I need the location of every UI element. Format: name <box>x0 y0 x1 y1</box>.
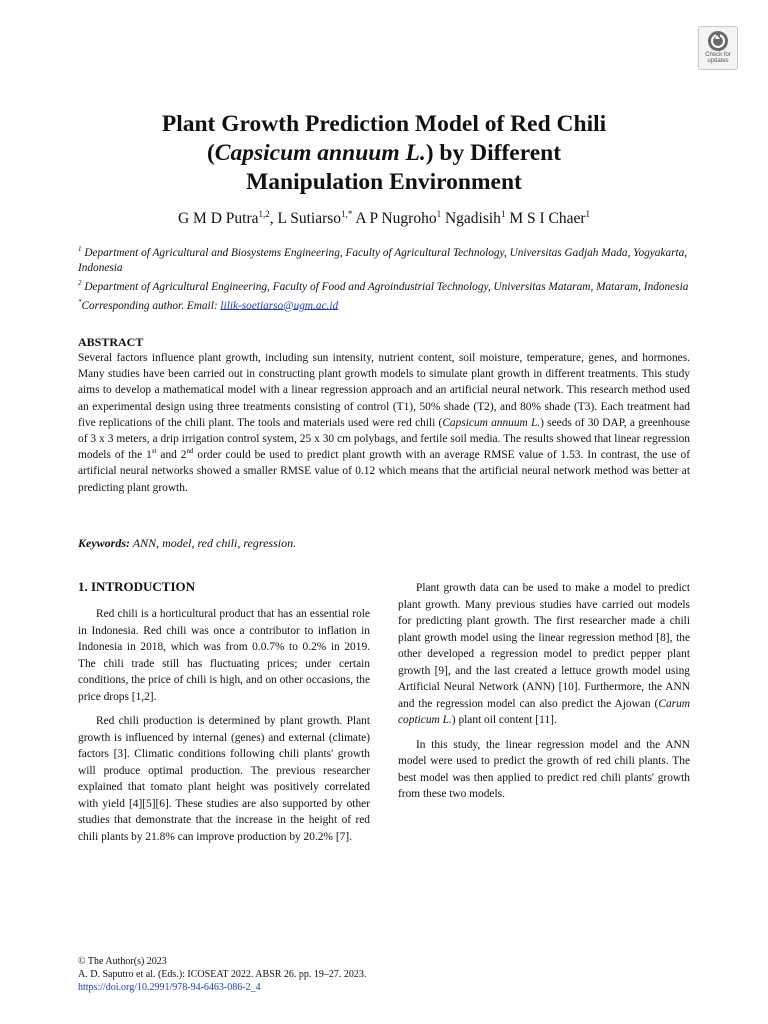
section-heading-introduction: 1. INTRODUCTION <box>78 579 196 594</box>
abstract-part4: order could be used to predict plant growth with an average RMSE value of 1.53. In contrast, the use of artificial neural networks showed a smaller RMSE value of 0.12 which means that the artificial neural network method was better at predicting plant growth. <box>78 449 690 494</box>
author-affil: 1 <box>500 209 506 219</box>
title-line1: Plant Growth Prediction Model of Red Chili <box>161 111 607 137</box>
abstract-sup-nd: nd <box>186 447 194 456</box>
page-footer <box>78 955 578 994</box>
corresponding-email-link[interactable]: lilik-soetiarso@ugm.ac.id <box>220 299 339 312</box>
badge-label-line2: updates <box>707 58 729 64</box>
corresponding-mark: * <box>78 297 82 306</box>
abstract-sup-st: st <box>151 447 157 456</box>
abstract-species: Capsicum annuum L. <box>442 416 541 429</box>
author-affil: 1,* <box>341 209 353 219</box>
author-affil: 1,2 <box>258 209 270 219</box>
abstract-part2: ) seeds of 30 DAP, a greenhouse of 3 x 3 meters, a drip irrigation control system, 25 x 30 cm polybags, and fertile soil media. The results showed that linear regression models of the 1 <box>78 416 690 462</box>
affiliation-2-text: Department of Agricultural Engineering, Faculty of Food and Agroindustrial Technology, Universitas Mataram, Mataram, Indonesia <box>84 280 689 293</box>
author-affil: 1 <box>585 209 591 219</box>
author-sep: , <box>269 210 278 228</box>
keywords-text: ANN, model, red chili, regression. <box>130 536 297 550</box>
keywords <box>78 536 690 551</box>
intro-paragraph-3b: ) plant oil content [11]. <box>451 714 557 726</box>
author-name: G M D Putra <box>177 210 259 228</box>
affiliations <box>78 242 690 313</box>
intro-paragraph-3a: Plant growth data can be used to make a model to predict plant growth. Many previous studies have carried out models for predicting plant growth. The first researcher made a chili plant growth model using the linear regression method [8], the other developed a regression model to predict pepper plant growth [9], and the last created a lettuce growth model using Artificial Neural Network (ANN) [10]. Furthermore, the ANN and the regression model can also predict the Ajowan ( <box>398 582 690 710</box>
affiliation-1 <box>78 242 690 276</box>
left-column <box>78 578 370 853</box>
author-name: A P Nugroho <box>355 210 437 228</box>
affiliation-2-mark: 2 <box>78 278 82 287</box>
author-affil: 1 <box>436 209 442 219</box>
abstract-heading: ABSTRACT <box>78 335 144 349</box>
corresponding-label: Corresponding author. Email: <box>81 299 221 312</box>
abstract-part3: and 2 <box>156 449 187 462</box>
abstract-body <box>78 350 690 496</box>
paper-title <box>80 110 688 197</box>
keywords-label: Keywords: <box>78 536 130 550</box>
check-updates-icon <box>707 30 729 52</box>
affiliation-1-text: Department of Agricultural and Biosystems Engineering, Faculty of Agricultural Technology, Universitas Gadjah Mada, Yogyakarta, Indonesia <box>78 246 688 274</box>
intro-paragraph-1: Red chili is a horticultural product that has an essential role in Indonesia. Red chili was once a contributor to inflation in Indonesia in 2018, which was from 0.0.7% to 0.2% in 2019. The chili trade still has fluctuating prices; under certain conditions, the price of chili is high, and on other occasions, the price drops [1,2]. <box>78 608 370 703</box>
intro-paragraph-3 <box>398 580 690 729</box>
author-name: M S I Chaer <box>509 210 586 228</box>
intro-paragraph-2: Red chili production is determined by plant growth. Plant growth is influenced by internal (genes) and external (climate) factors [3]. Climatic conditions following chili plants' growth will produce optimal production. The previous researcher explained that tomato plant height was positively correlated with yield [4][5][6]. These studies are also supported by other studies that demonstrate that the increase in the height of red chili plants by 21.8% can improve production by 20.2% [7]. <box>78 715 370 843</box>
footer-copyright: © The Author(s) 2023 <box>78 956 167 967</box>
title-line3: Manipulation Environment <box>246 169 522 195</box>
check-for-updates-badge[interactable] <box>698 26 738 70</box>
affiliation-1-mark: 1 <box>78 245 82 253</box>
footer-doi-link[interactable]: https://doi.org/10.2991/978-94-6463-086-2_4 <box>78 982 261 993</box>
corresponding-author <box>78 295 690 314</box>
intro-paragraph-4: In this study, the linear regression model and the ANN model were used to predict the growth of red chili plants. The best model was then applied to predict red chili plants' growth from these two models. <box>398 738 690 800</box>
author-name: Ngadisih <box>444 210 501 228</box>
footer-citation: A. D. Saputro et al. (Eds.): ICOSEAT 2022. ABSR 26. pp. 19–27. 2023. <box>78 969 367 980</box>
author-list <box>80 204 688 229</box>
title-line2-open: ( <box>206 140 215 166</box>
right-column <box>398 580 690 811</box>
affiliation-2 <box>78 276 690 295</box>
intro-species: Carum copticum L. <box>398 697 690 726</box>
title-species: Capsicum annuum L. <box>214 140 426 166</box>
abstract-part1: Several factors influence plant growth, including sun intensity, nutrient content, soil moisture, temperature, genes, and hormones. Many studies have been carried out in constructing plant growth models to simulate plant growth in different treatments. This study aims to develop a mathematical model with a linear regression approach and an artificial neural network. This research method used an experimental design using three treatments consisting of control (T1), 50% shade (T2), and 80% shade (T3). Each treatment had five replications of the chili plant. The tools and materials used were red chili ( <box>78 352 690 429</box>
badge-label-line1: Check for <box>705 52 731 58</box>
title-line2-rest: ) by Different <box>425 140 562 166</box>
author-name: L Sutiarso <box>277 210 342 228</box>
